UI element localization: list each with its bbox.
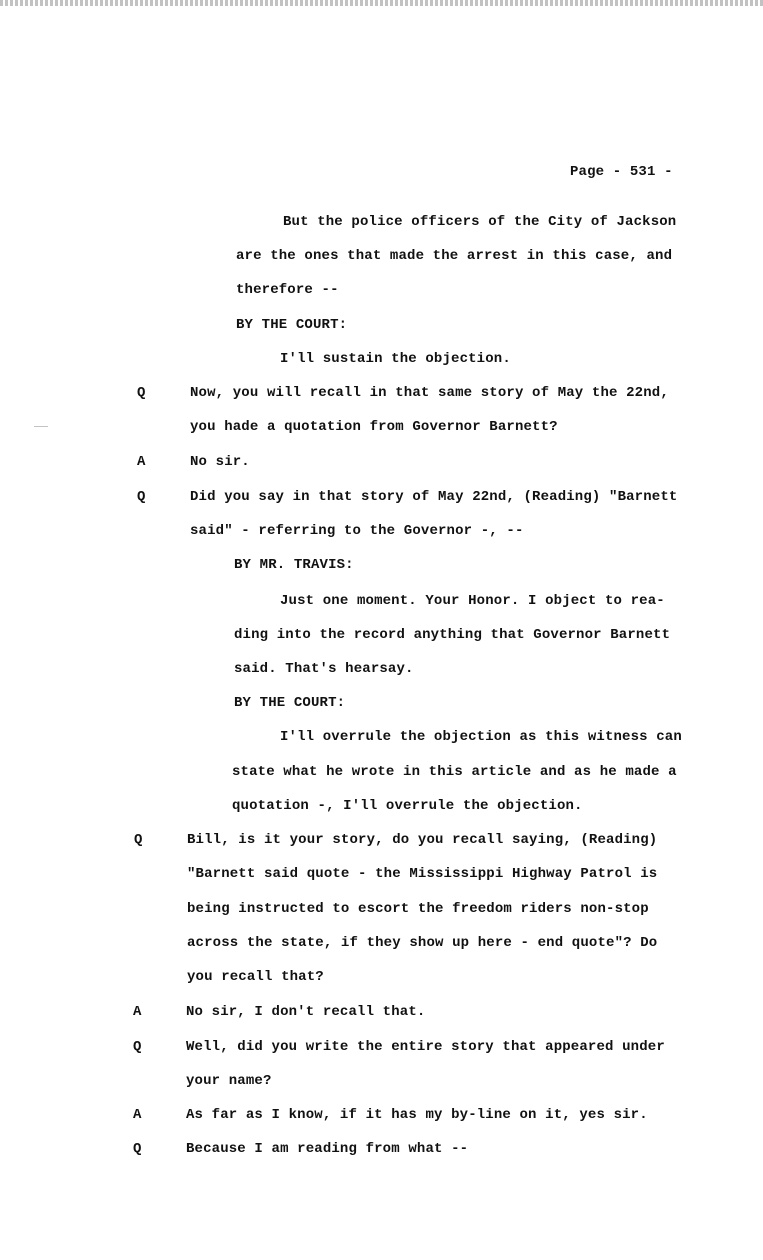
transcript-line: Well, did you write the entire story that appeared under [186, 1039, 665, 1055]
question-marker: Q [137, 385, 146, 401]
transcript-line: No sir, I don't recall that. [186, 1004, 426, 1020]
transcript-line: said" - referring to the Governor -, -- [190, 523, 524, 539]
answer-marker: A [137, 454, 146, 470]
question-marker: Q [133, 1039, 142, 1055]
speaker-heading: BY THE COURT: [236, 317, 348, 333]
transcript-line: across the state, if they show up here - end quote"? Do [187, 935, 658, 951]
transcript-line: said. That's hearsay. [234, 661, 414, 677]
transcript-line: "Barnett said quote - the Mississippi Highway Patrol is [187, 866, 658, 882]
transcript-line: your name? [186, 1073, 272, 1089]
transcript-line: Now, you will recall in that same story of May the 22nd, [190, 385, 669, 401]
transcript-line: are the ones that made the arrest in this case, and [236, 248, 673, 264]
transcript-line: you hade a quotation from Governor Barnett? [190, 419, 558, 435]
scan-top-edge [0, 0, 763, 6]
transcript-line: Did you say in that story of May 22nd, (Reading) "Barnett [190, 489, 678, 505]
transcript-line: quotation -, I'll overrule the objection. [232, 798, 583, 814]
transcript-line: you recall that? [187, 969, 324, 985]
transcript-line: No sir. [190, 454, 250, 470]
transcript-line: Bill, is it your story, do you recall saying, (Reading) [187, 832, 658, 848]
speaker-heading: BY THE COURT: [234, 695, 346, 711]
transcript-line: Just one moment. Your Honor. I object to rea- [280, 593, 665, 609]
transcript-line: I'll overrule the objection as this witness can [280, 729, 682, 745]
answer-marker: A [133, 1004, 142, 1020]
question-marker: Q [137, 489, 146, 505]
transcript-line: being instructed to escort the freedom riders non-stop [187, 901, 649, 917]
transcript-line: But the police officers of the City of Jackson [283, 214, 677, 230]
transcript-line: state what he wrote in this article and as he made a [232, 764, 677, 780]
answer-marker: A [133, 1107, 142, 1123]
transcript-line: therefore -- [236, 282, 339, 298]
transcript-line: As far as I know, if it has my by-line on it, yes sir. [186, 1107, 648, 1123]
page-number: Page - 531 - [570, 164, 673, 180]
question-marker: Q [133, 1141, 142, 1157]
question-marker: Q [134, 832, 143, 848]
transcript-line: Because I am reading from what -- [186, 1141, 469, 1157]
transcript-line: I'll sustain the objection. [280, 351, 511, 367]
scan-mark [34, 426, 48, 427]
speaker-heading: BY MR. TRAVIS: [234, 557, 354, 573]
transcript-line: ding into the record anything that Governor Barnett [234, 627, 671, 643]
